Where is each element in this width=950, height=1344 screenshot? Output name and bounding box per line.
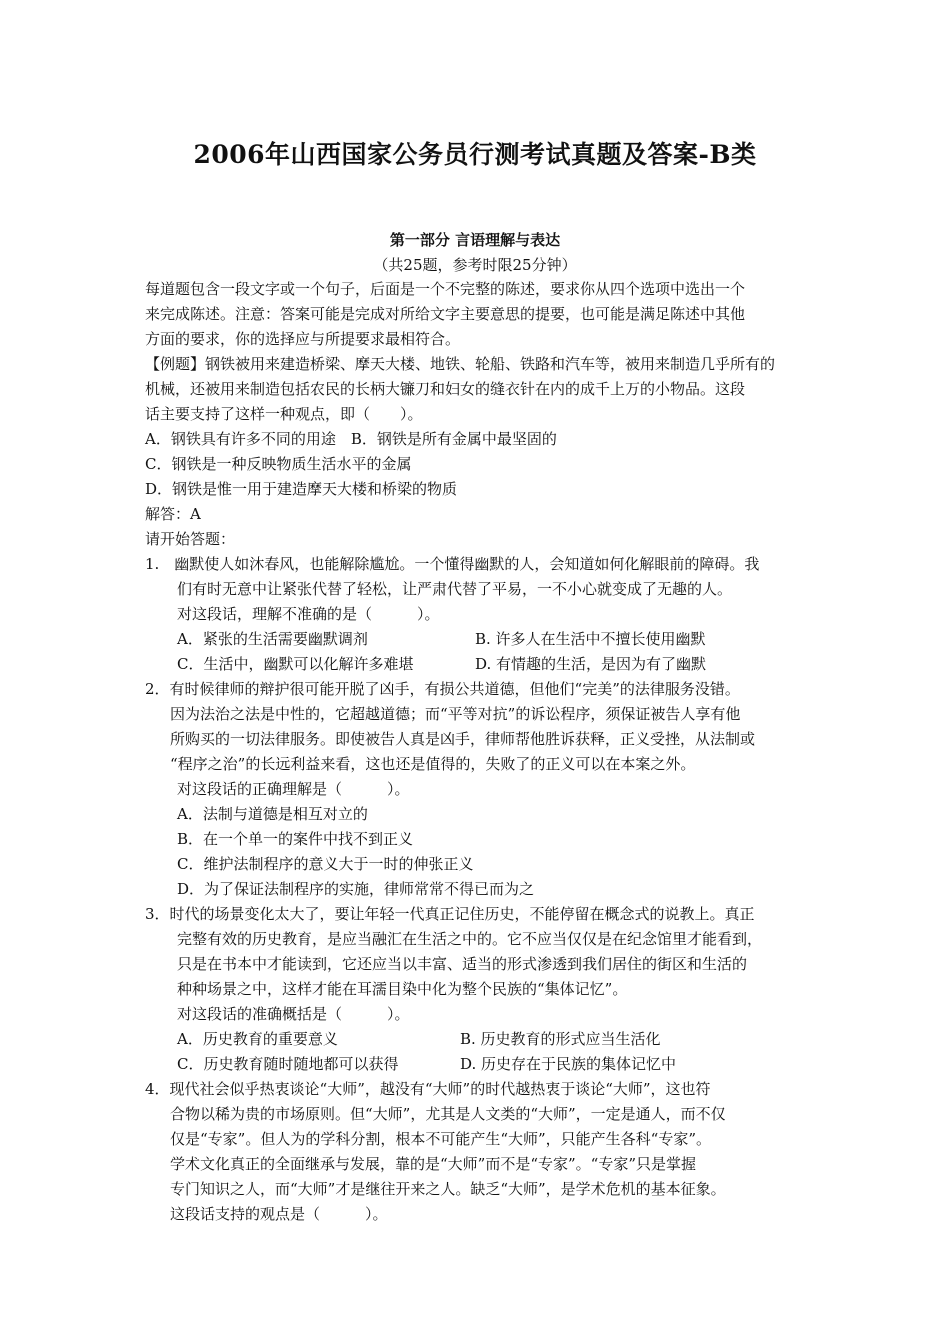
text-line: 专门知识之人，而“大师”才是继往开来之人。缺乏“大师”，是学术危机的基本征象。: [170, 1180, 726, 1198]
text-line: 3．时代的场景变化太大了，要让年轻一代真正记住历史，不能停留在概念式的说教上。真正: [145, 905, 755, 923]
text-line: D. 历史存在于民族的集体记忆中: [460, 1055, 677, 1073]
text-line: 这段话支持的观点是（ ）。: [170, 1205, 388, 1223]
text-line: 学术文化真正的全面继承与发展，靠的是“大师”而不是“专家”。“专家”只是掌握: [170, 1155, 697, 1173]
text-line: 机械，还被用来制造包括农民的长柄大镰刀和妇女的缝衣针在内的成千上万的小物品。这段: [145, 380, 746, 398]
text-line: 只是在书本中才能读到，它还应当以丰富、适当的形式渗透到我们居住的街区和生活的: [177, 955, 748, 973]
text-line: D．钢铁是惟一用于建造摩天大楼和桥梁的物质: [145, 480, 458, 498]
text-line: 【例题】钢铁被用来建造桥梁、摩天大楼、地铁、轮船、铁路和汽车等，被用来制造几乎所有的: [145, 355, 776, 373]
text-line: 对这段话，理解不准确的是（ ）。: [177, 605, 440, 623]
document-title: 2006年山西国家公务员行测考试真题及答案-B类: [193, 140, 757, 169]
text-line: 对这段话的准确概括是（ ）。: [177, 1005, 410, 1023]
text-line: 因为法治之法是中性的，它超越道德；而“平等对抗”的诉讼程序，须保证被告人享有他: [170, 705, 741, 723]
text-line: C．维护法制程序的意义大于一时的伸张正义: [177, 855, 474, 873]
text-line: 来完成陈述。注意：答案可能是完成对所给文字主要意思的提要，也可能是满足陈述中其他: [145, 305, 746, 323]
text-line: B. 历史教育的形式应当生活化: [460, 1030, 661, 1048]
text-line: 所购买的一切法律服务。即使被告人真是凶手，律师帮他胜诉获释，正义受挫，从法制或: [170, 730, 756, 748]
text-line: A．历史教育的重要意义: [177, 1030, 338, 1048]
text-line: 完整有效的历史教育，是应当融汇在生活之中的。它不应当仅仅是在纪念馆里才能看到，: [177, 930, 763, 948]
text-line: A．钢铁具有许多不同的用途 B．钢铁是所有金属中最坚固的: [145, 430, 557, 448]
text-line: 1. 幽默使人如沐春风，也能解除尴尬。一个懂得幽默的人，会知道如何化解眼前的障碍。我: [145, 555, 760, 573]
text-line: C．历史教育随时随地都可以获得: [177, 1055, 399, 1073]
text-line: A．紧张的生活需要幽默调剂: [177, 630, 368, 648]
section-heading: 第一部分 言语理解与表达: [389, 231, 561, 249]
text-line: 解答：A: [145, 505, 201, 523]
text-line: B．在一个单一的案件中找不到正义: [177, 830, 414, 848]
text-line: 对这段话的正确理解是（ ）。: [177, 780, 410, 798]
text-line: 4．现代社会似乎热衷谈论“大师”，越没有“大师”的时代越热衷于谈论“大师”，这也符: [145, 1080, 711, 1098]
text-line: C．钢铁是一种反映物质生活水平的金属: [145, 455, 412, 473]
text-line: 仅是“专家”。但人为的学科分割，根本不可能产生“大师”，只能产生各科“专家”。: [170, 1130, 712, 1148]
text-line: 们有时无意中让紧张代替了轻松，让严肃代替了平易，一不小心就变成了无趣的人。: [177, 580, 733, 598]
text-line: 请开始答题：: [145, 530, 236, 548]
text-line: 2．有时候律师的辩护很可能开脱了凶手，有损公共道德，但他们“完美”的法律服务没错。: [145, 680, 740, 698]
text-line: 每道题包含一段文字或一个句子，后面是一个不完整的陈述，要求你从四个选项中选出一个: [145, 280, 746, 298]
section-subheading: （共25题，参考时限25分钟）: [373, 256, 577, 274]
text-line: D. 有情趣的生活，是因为有了幽默: [475, 655, 707, 673]
text-line: A．法制与道德是相互对立的: [177, 805, 368, 823]
text-line: C．生活中，幽默可以化解许多难堪: [177, 655, 414, 673]
text-line: 方面的要求，你的选择应与所提要求最相符合。: [145, 330, 461, 348]
text-line: D．为了保证法制程序的实施，律师常常不得已而为之: [177, 880, 535, 898]
text-line: 种种场景之中，这样才能在耳濡目染中化为整个民族的“集体记忆”。: [177, 980, 628, 998]
text-line: “程序之治”的长远利益来看，这也还是值得的，失败了的正义可以在本案之外。: [170, 755, 696, 773]
text-line: 话主要支持了这样一种观点，即（ ）。: [145, 405, 423, 423]
text-line: 合物以稀为贵的市场原则。但“大师”，尤其是人文类的“大师”，一定是通人，而不仅: [170, 1105, 726, 1123]
text-line: B. 许多人在生活中不擅长使用幽默: [475, 630, 706, 648]
